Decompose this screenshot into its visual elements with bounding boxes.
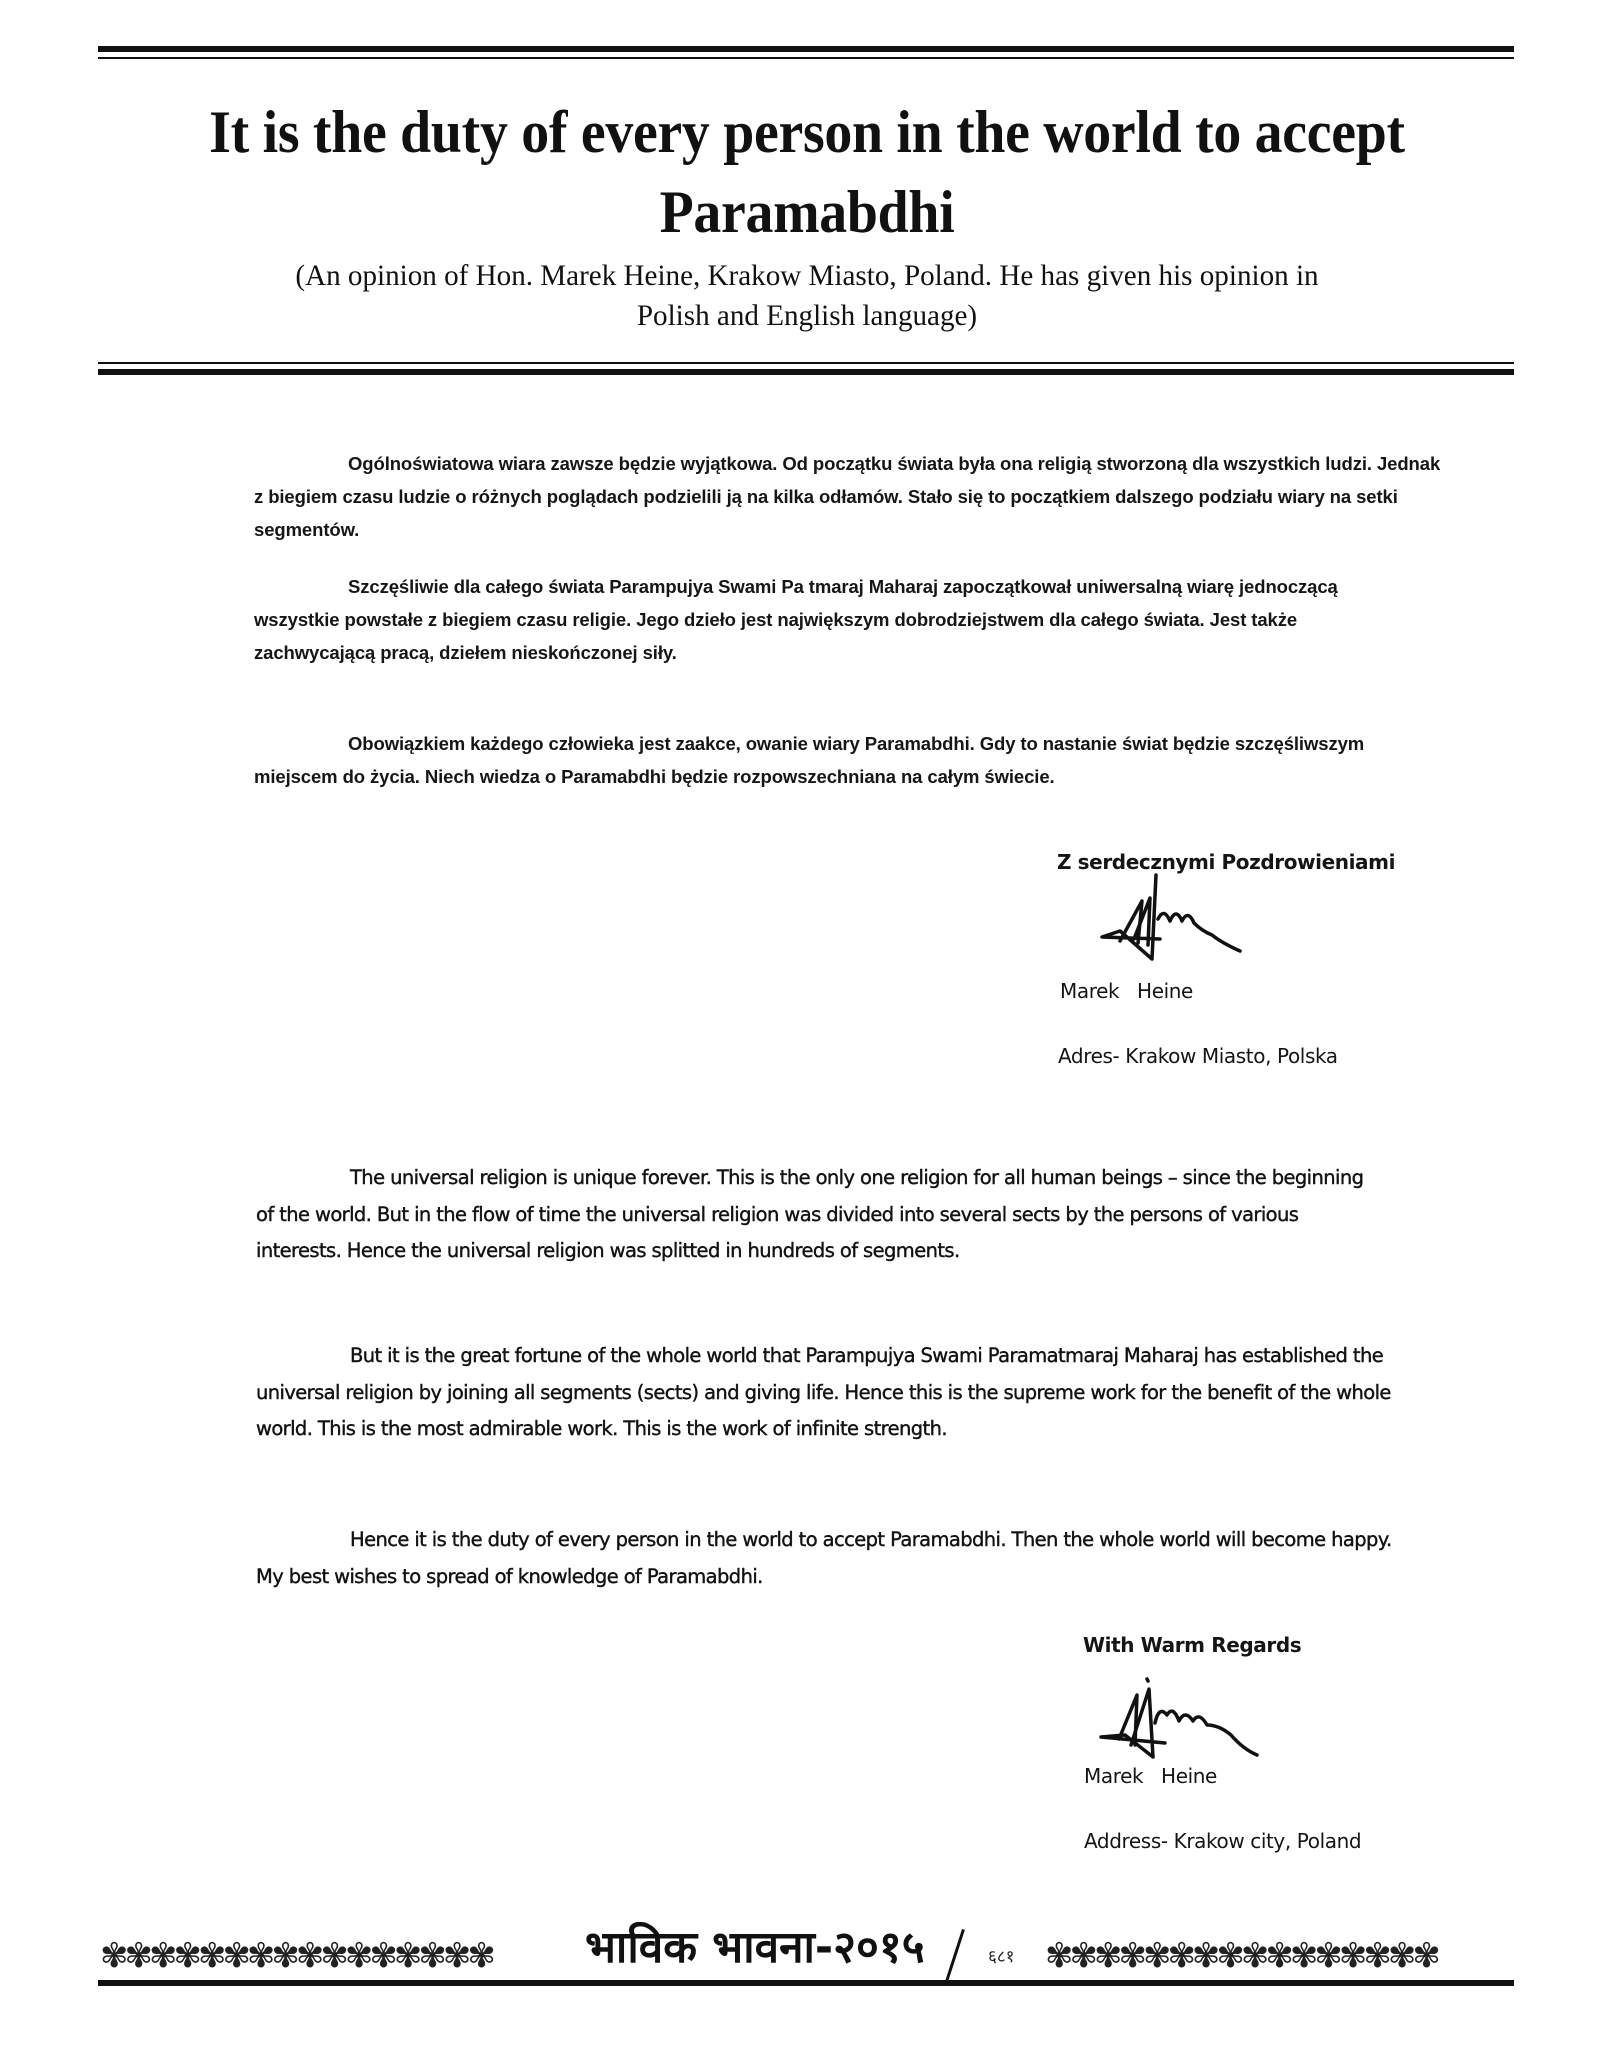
header-top-rule-thin bbox=[98, 57, 1514, 59]
polish-signatory-address: Adres- Krakow Miasto, Polska bbox=[1058, 1044, 1338, 1068]
subtitle-line-1: (An opinion of Hon. Marek Heine, Krakow Miasto, Poland. He has given his opinion in bbox=[295, 259, 1319, 292]
polish-paragraph: Szczęśliwie dla całego świata Parampujya Swami Pa tmaraj Maharaj zapoczątkował uniwersalną wiarę jednoczącą wszystkie powstałe z biegiem czasu religie. Jego dzieło jest największym dobrodziejstwem dla całego świata. Jest także zachwycającą pracą, dziełem nieskończonej siły. bbox=[254, 576, 1338, 663]
title-line-2: Paramabdhi bbox=[659, 179, 955, 245]
polish-paragraph: Ogólnoświatowa wiara zawsze będzie wyjątkowa. Od początku świata była ona religią stworzoną dla wszystkich ludzi. Jednak z biegiem czasu ludzie o różnych poglądach podzielili ją na kilka odłamów. Stało się to początkiem dalszego podziału wiary na setki segmentów. bbox=[254, 453, 1441, 540]
english-closing: With Warm Regards bbox=[1083, 1633, 1302, 1657]
footer-ornament-left: ✾✾✾✾✾✾✾✾✾✾✾✾✾✾✾✾ bbox=[100, 1937, 492, 1975]
polish-signatory-name: Marek Heine bbox=[1060, 979, 1193, 1003]
footer-page-number: ६८१ bbox=[988, 1947, 1015, 1967]
header-top-rule-thick bbox=[98, 46, 1514, 52]
footer-slash bbox=[944, 1929, 965, 1985]
subtitle-line-2: Polish and English language) bbox=[636, 299, 978, 332]
header-bottom-rule-thick bbox=[98, 369, 1514, 375]
header-bottom-rule-thin bbox=[98, 362, 1514, 364]
polish-closing: Z serdecznymi Pozdrowieniami bbox=[1057, 850, 1396, 874]
signature-image bbox=[1090, 873, 1250, 973]
english-signatory-name: Marek Heine bbox=[1084, 1764, 1217, 1788]
english-paragraph: The universal religion is unique forever. This is the only one religion for all human beings – since the beginning of the world. But in the flow of time the universal religion was divided into several sects by the persons of various interests. Hence the universal religion was splitted in hundreds of segments. bbox=[256, 1166, 1364, 1262]
page-title bbox=[149, 92, 1464, 252]
english-paragraph: Hence it is the duty of every person in the world to accept Paramabdhi. Then the whole world will become happy. My best wishes to spread of knowledge of Paramabdhi. bbox=[256, 1528, 1392, 1588]
polish-paragraph: Obowiązkiem każdego człowieka jest zaakce, owanie wiary Paramabdhi. Gdy to nastanie świat będzie szczęśliwszym miejscem do życia. Niech wiedza o Paramabdhi będzie rozpowszechniana na całym świecie. bbox=[254, 733, 1365, 787]
footer-publication-title: भाविक भावना-२०१५ bbox=[585, 1922, 925, 1973]
english-signatory-address: Address- Krakow city, Poland bbox=[1084, 1829, 1362, 1853]
english-paragraph: But it is the great fortune of the whole world that Parampujya Swami Paramatmaraj Maharaj has established the universal religion by joining all segments (sects) and giving life. Hence this is the supreme work for the benefit of the whole world. This is the most admirable work. This is the work of infinite strength. bbox=[256, 1344, 1391, 1440]
footer-ornament-right: ✾✾✾✾✾✾✾✾✾✾✾✾✾✾✾✾ bbox=[1045, 1937, 1437, 1975]
page-subtitle bbox=[131, 256, 1483, 336]
title-line-1: It is the duty of every person in the world to accept bbox=[209, 99, 1405, 165]
footer-rule bbox=[98, 1980, 1514, 1986]
signature-image bbox=[1085, 1665, 1265, 1775]
